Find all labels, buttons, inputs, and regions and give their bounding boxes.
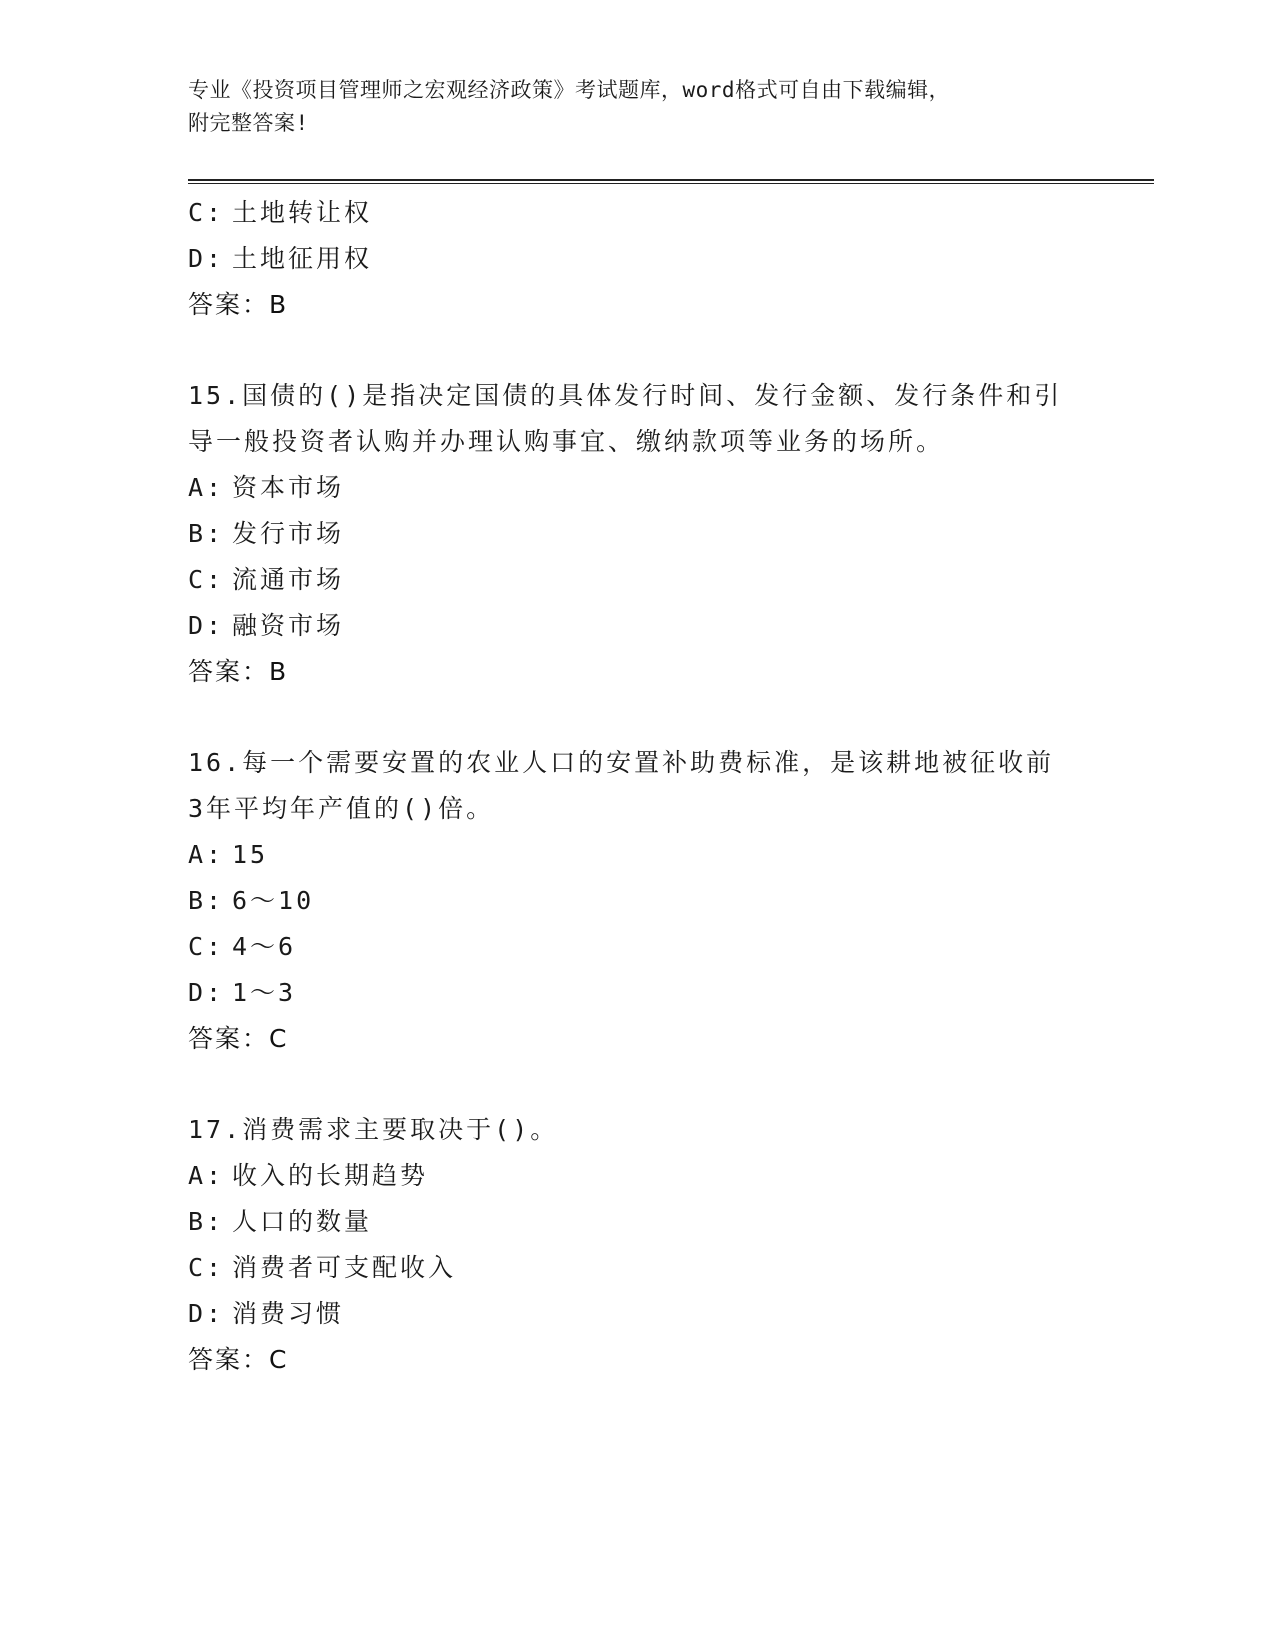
option-key: A: [188, 473, 225, 502]
option-key: A: [188, 1161, 225, 1190]
question-stem [188, 1107, 1068, 1153]
option-text: 资本市场 [232, 473, 345, 502]
option-a [188, 465, 1088, 511]
stem-line-2: 3年平均年产值的()倍。 [188, 794, 495, 823]
option-text: 土地转让权 [232, 198, 373, 227]
stem-line-2: 导一般投资者认购并办理认购事宜、缴纳款项等业务的场所。 [188, 427, 945, 456]
option-d [188, 1291, 1088, 1337]
option-key: C: [188, 1253, 225, 1282]
option-text: 4～6 [232, 932, 297, 961]
option-b [188, 511, 1088, 557]
option-key: B: [188, 519, 225, 548]
option-a [188, 832, 1088, 878]
question-stem [188, 740, 1068, 832]
option-text: 15 [232, 840, 269, 869]
option-text: 消费习惯 [232, 1299, 345, 1328]
page-header [188, 74, 1068, 140]
option-b [188, 1199, 1088, 1245]
option-text: 1～3 [232, 978, 297, 1007]
option-a [188, 1153, 1088, 1199]
option-c [188, 1245, 1088, 1291]
header-line-1: 专业《投资项目管理师之宏观经济政策》考试题库，word格式可自由下载编辑， [188, 78, 951, 102]
question-15 [188, 373, 1088, 695]
option-b [188, 878, 1088, 924]
stem-line-1: 15.国债的()是指决定国债的具体发行时间、发行金额、发行条件和引 [188, 381, 1063, 410]
option-key: D: [188, 1299, 225, 1328]
answer: 答案：B [188, 657, 289, 686]
question-16 [188, 740, 1088, 1062]
option-key: C: [188, 932, 225, 961]
option-text: 发行市场 [232, 519, 345, 548]
option-key: B: [188, 1207, 225, 1236]
answer: 答案：C [188, 1024, 289, 1053]
header-divider [188, 179, 1154, 184]
option-text: 流通市场 [232, 565, 345, 594]
question-14 [188, 190, 1088, 328]
option-c [188, 924, 1088, 970]
option-key: D: [188, 611, 225, 640]
option-key: B: [188, 886, 225, 915]
option-key: A: [188, 840, 225, 869]
option-key: D: [188, 978, 225, 1007]
option-key: D: [188, 244, 225, 273]
option-text: 融资市场 [232, 611, 345, 640]
question-list [188, 190, 1088, 1383]
option-c [188, 557, 1088, 603]
option-text: 人口的数量 [232, 1207, 373, 1236]
stem-line-1: 16.每一个需要安置的农业人口的安置补助费标准，是该耕地被征收前 [188, 748, 1055, 777]
option-d [188, 236, 1088, 282]
option-d [188, 603, 1088, 649]
option-text: 消费者可支配收入 [232, 1253, 457, 1282]
answer: 答案：C [188, 1345, 289, 1374]
option-text: 6～10 [232, 886, 315, 915]
option-text: 收入的长期趋势 [232, 1161, 429, 1190]
question-17 [188, 1107, 1088, 1383]
stem-line-1: 17.消费需求主要取决于()。 [188, 1115, 559, 1144]
option-text: 土地征用权 [232, 244, 373, 273]
question-stem [188, 373, 1068, 465]
option-c [188, 190, 1088, 236]
answer: 答案：B [188, 290, 289, 319]
header-line-2: 附完整答案! [188, 111, 309, 135]
option-key: C: [188, 198, 225, 227]
option-d [188, 970, 1088, 1016]
option-key: C: [188, 565, 225, 594]
